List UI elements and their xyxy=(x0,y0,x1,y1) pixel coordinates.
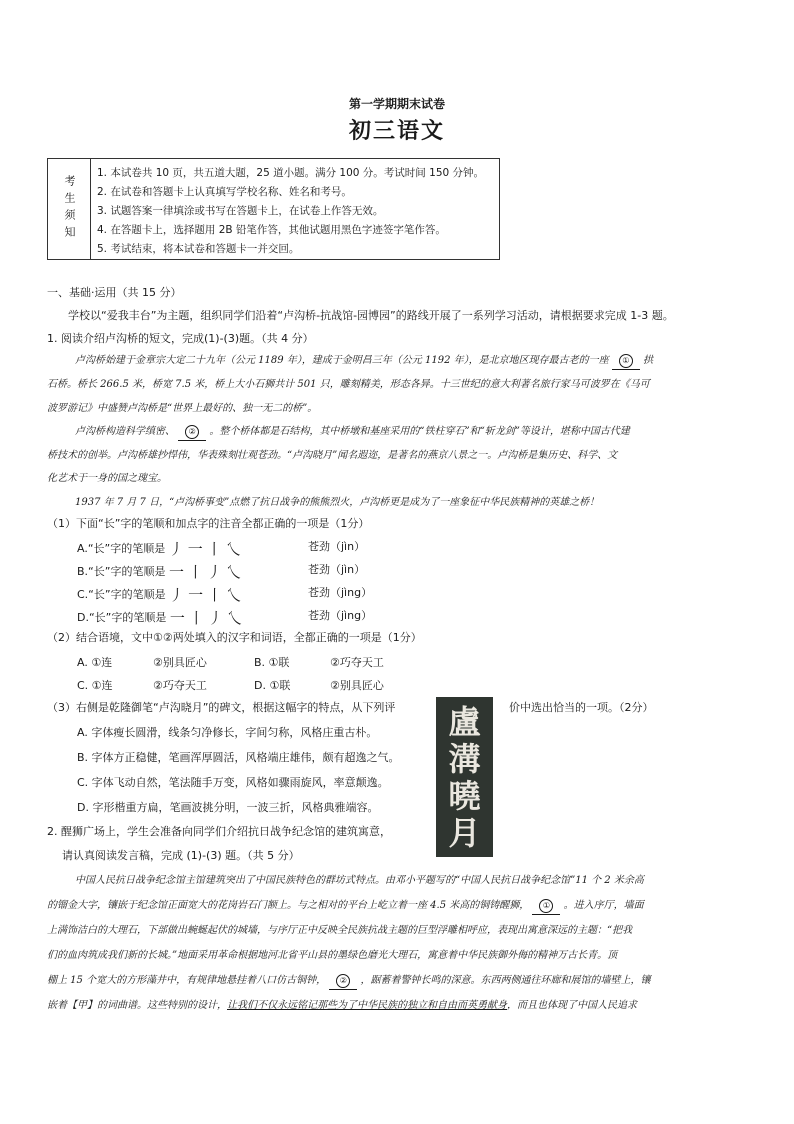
passage-line xyxy=(47,897,750,915)
blank-marker: ② xyxy=(336,974,350,988)
pinyin-text: 苍劲（jìng） xyxy=(308,609,373,622)
passage-line: 上满饰洁白的大理石，下部做出蜿蜒起伏的城墙，与序厅正中反映全民族抗战主题的巨型浮雕相呼应，表现出寓意深远的主题：“把我 xyxy=(47,925,633,936)
passage-text: ，踞蓄着警钟长鸣的深意。东西两侧通往环廊和展馆的墙壁上，镶 xyxy=(360,975,651,986)
option-label: B.“长”字的笔顺是 xyxy=(77,565,166,578)
calligraphy-char: 月 xyxy=(448,813,481,852)
instruction-item: 3. 试题答案一律填涂或书写在答题卡上，在试卷上作答无效。 xyxy=(97,205,384,217)
instructions-label: 考生须知 xyxy=(63,175,76,243)
passage-line: 石桥。桥长 266.5 米，桥宽 7.5 米，桥上大小石狮共计 501 只，雕刻精美，形态各异。十三世纪的意大利著名旅行家马可波罗在《马可 xyxy=(47,379,650,390)
passage-text: 卢沟桥构造科学缜密、 xyxy=(75,426,175,437)
option-d-word: ②别具匠心 xyxy=(330,679,384,692)
option-d: D. 字形楷重方扁，笔画波挑分明，一波三折，风格典雅端容。 xyxy=(77,801,379,814)
instruction-item: 1. 本试卷共 10 页，共五道大题，25 道小题。满分 100 分。考试时间 150 分钟。 xyxy=(97,167,485,179)
subquestion-3-stem: （3）右侧是乾隆御笔“卢沟晓月”的碑文，根据这幅字的特点，从下列评 xyxy=(47,701,396,714)
option-a-word: ②别具匠心 xyxy=(153,656,207,669)
option-label: A.“长”字的笔顺是 xyxy=(77,542,166,555)
instruction-item: 2. 在试卷和答题卡上认真填写学校名称、姓名和考号。 xyxy=(97,186,352,198)
question-2-stem-cont: 请认真阅读发言稿，完成 (1)-(3) 题。（共 5 分） xyxy=(62,849,300,862)
passage-line: 波罗游记》中盛赞卢沟桥是“世界上最好的、独一无二的桥”。 xyxy=(47,403,318,414)
stroke-order: 丿一丨乀 xyxy=(169,586,246,604)
option-label: C.“长”字的笔顺是 xyxy=(77,588,166,601)
blank-marker: ① xyxy=(619,354,633,368)
pinyin-text: 苍劲（jìng） xyxy=(308,586,373,599)
instructions-label-cell xyxy=(48,159,91,259)
question-1-stem: 1. 阅读介绍卢沟桥的短文，完成(1)-(3)题。（共 4 分） xyxy=(47,332,314,345)
passage-text: 的镏金大字，镶嵌于纪念馆正面宽大的花岗岩石门额上。与之相对的平台上屹立着一座 4.5 米高的铜铸醒狮， xyxy=(47,900,530,911)
section-intro: 学校以“爱我丰台”为主题，组织同学们沿着“卢沟桥-抗战馆-园博园”的路线开展了一系列学习活动，请根据要求完成 1-3 题。 xyxy=(68,309,674,322)
option-d-text: D. ①联 xyxy=(254,679,291,692)
answer-blank-1 xyxy=(612,352,640,370)
exam-subtitle: 第一学期期末试卷 xyxy=(348,97,445,111)
passage-line xyxy=(75,423,750,441)
passage-text: 卢沟桥始建于金章宗大定二十九年（公元 1189 年），建成于金明昌三年（公元 1192 年），是北京地区现存最古老的一座 xyxy=(75,355,609,366)
option-b-word: ②巧夺天工 xyxy=(330,656,384,669)
instruction-item: 4. 在答题卡上，选择题用 2B 铅笔作答，其他试题用黑色字迹签字笔作答。 xyxy=(97,224,446,236)
pinyin-text: 苍劲（jìn） xyxy=(308,540,366,553)
instructions-list xyxy=(97,164,495,259)
passage-text: 嵌着【甲】的词曲谱。这些特别的设计， xyxy=(47,1000,227,1011)
answer-blank-2 xyxy=(329,972,357,990)
option-b-text: B. ①联 xyxy=(254,656,290,669)
passage-text: ，而且也体现了中国人民追求 xyxy=(507,1000,637,1011)
passage-line: 们的血肉筑成我们新的长城。”地面采用革命根据地河北省平山县的墨绿色磨光大理石，寓意着中华民族御外侮的精神万古长青。顶 xyxy=(47,950,618,961)
passage-text: 。进入序厅，墙面 xyxy=(563,900,644,911)
passage-line: 1937 年 7 月 7 日，“卢沟桥事变”点燃了抗日战争的熊熊烈火，卢沟桥更是成为了一座象征中华民族精神的英雄之桥！ xyxy=(75,497,600,508)
option-label: D.“长”字的笔顺是 xyxy=(77,611,167,624)
passage-line: 桥技术的创举。卢沟桥雄抄悍伟，华表殊刻壮观苍劲。“卢沟晓月”闻名遐迩，是著名的燕京八景之一。卢沟桥是集历史、科学、文 xyxy=(47,450,618,461)
passage-line xyxy=(47,972,750,990)
option-a: A. 字体瘦长圆滑，线条匀净修长，字间匀称，风格庄重古朴。 xyxy=(77,726,378,739)
answer-blank-2 xyxy=(178,423,206,441)
stroke-order: 丿一丨乀 xyxy=(168,540,245,558)
passage-line: 中国人民抗日战争纪念馆主馆建筑突出了中国民族特色的群坊式特点。由邓小平题写的“中国人民抗日战争纪念馆”11 个 2 米余高 xyxy=(75,875,644,886)
calligraphy-rubbing-image xyxy=(436,697,493,857)
option-c-text: C. ①连 xyxy=(77,679,113,692)
subquestion-2-stem: （2）结合语境，文中①②两处填入的汉字和词语，全都正确的一项是（1分） xyxy=(47,631,422,644)
passage-text: 拱 xyxy=(643,355,653,366)
exam-title: 初三语文 xyxy=(348,118,445,144)
question-2-stem: 2. 醒狮广场上，学生会准备向同学们介绍抗日战争纪念馆的建筑寓意， xyxy=(47,825,391,838)
option-b: B. 字体方正稳健，笔画浑厚圆活，风格端庄雄伟，颇有超逸之气。 xyxy=(77,751,400,764)
underlined-sentence: 让我们不仅永远铭记那些为了中华民族的独立和自由而英勇献身 xyxy=(227,1000,507,1011)
option-d xyxy=(77,607,377,628)
instruction-item: 5. 考试结束，将本试卷和答题卡一并交回。 xyxy=(97,243,300,255)
passage-text: 。整个桥体都是石结构，其中桥墩和基座采用的“铁柱穿石”和“斩龙剑”等设计，堪称中国古代建 xyxy=(209,426,630,437)
answer-blank-1 xyxy=(532,897,560,915)
option-a xyxy=(77,538,377,559)
option-b xyxy=(77,561,377,582)
passage-line: 化艺术于一身的国之瑰宝。 xyxy=(47,473,167,484)
subquestion-1-stem: （1）下面“长”字的笔顺和加点字的注音全都正确的一项是（1分） xyxy=(47,517,370,530)
calligraphy-char: 曉 xyxy=(448,776,481,815)
passage-line xyxy=(47,997,750,1014)
option-a-text: A. ①连 xyxy=(77,656,113,669)
instructions-box xyxy=(47,158,500,260)
blank-marker: ② xyxy=(185,425,199,439)
passage-text: 棚上 15 个宽大的方形藻井中，有规律地悬挂着八口仿古铜钟， xyxy=(47,975,327,986)
option-c: C. 字体飞动自然，笔法随手万变，风格如骤雨旋风，率意颠逸。 xyxy=(77,776,389,789)
option-c-word: ②巧夺天工 xyxy=(153,679,207,692)
calligraphy-char: 盧 xyxy=(448,702,481,741)
stroke-order: 一丨丿乀 xyxy=(169,609,246,627)
stroke-order: 一丨丿乀 xyxy=(168,563,245,581)
calligraphy-char: 溝 xyxy=(448,739,481,778)
option-c xyxy=(77,584,377,605)
section-heading: 一、基础·运用（共 15 分） xyxy=(47,286,182,299)
blank-marker: ① xyxy=(539,899,553,913)
passage-line xyxy=(75,352,750,370)
subquestion-3-stem-cont: 价中选出恰当的一项。（2分） xyxy=(509,701,654,714)
pinyin-text: 苍劲（jìn） xyxy=(308,563,366,576)
